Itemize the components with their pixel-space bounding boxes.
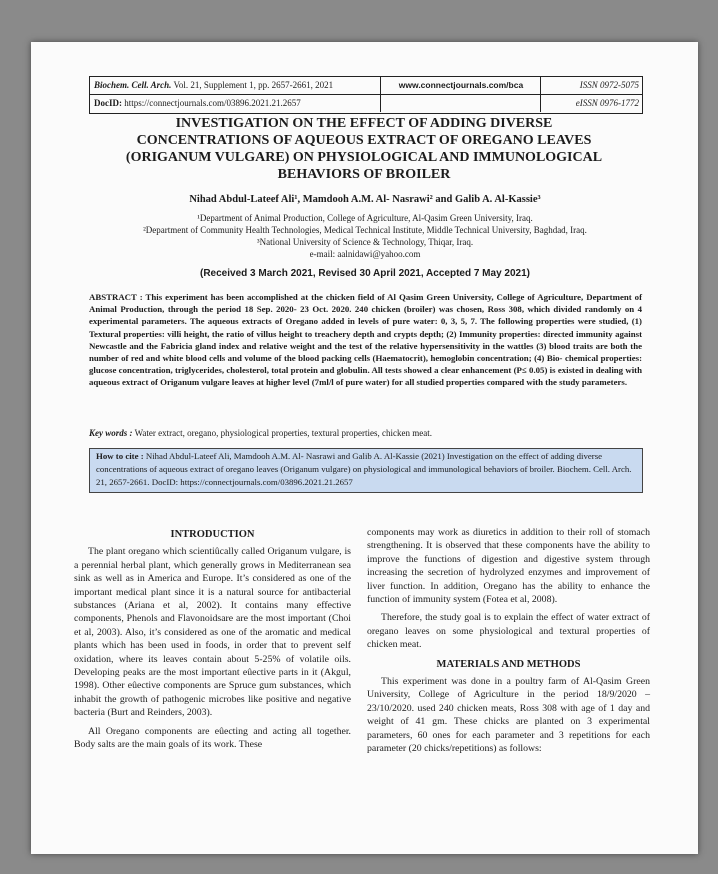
title-line-4: BEHAVIORS OF BROILER: [277, 167, 451, 182]
author-list: Nihad Abdul-Lateef Ali¹, Mamdooh A.M. Al- Nasrawi² and Galib A. Al-Kassie³: [189, 194, 541, 205]
header-row-bottom: [90, 95, 642, 112]
right-paragraph-2: Therefore, the study goal is to explain the effect of water extract of oregano leaves on some physiological and textural properties of chicken meat.: [367, 612, 650, 651]
journal-citation: [94, 77, 333, 94]
left-column: [74, 528, 351, 752]
affiliation-1: ¹Department of Animal Production, College of Agriculture, Al-Qasim Green University, Iraq.: [197, 213, 533, 223]
journal-website[interactable]: www.connectjournals.com/bca: [380, 77, 541, 94]
header-row-top: [90, 77, 642, 95]
header-divider: [380, 95, 381, 112]
affiliation-2: ²Department of Community Health Technologies, Medical Technical Institute, Middle Technical University, Baghdad, Iraq.: [143, 225, 587, 235]
methods-heading: MATERIALS AND METHODS: [436, 658, 581, 670]
title-line-1: INVESTIGATION ON THE EFFECT OF ADDING DIVERSE: [175, 116, 553, 131]
keywords: [89, 428, 642, 438]
intro-paragraph-1: The plant oregano which scientiûcally called Origanum vulgare, is a perennial herbal plant, which generally grows in Mediterranean sea sink as well as in America and Europe. It’s considered as one of the important medical plant since it is a natural source for antibacterial substances (Ariana et al, 2002). It contains many effective components, Phenols and Flavonoidsare are the most important (Choi et al, 2003). Also, it’s considered as one of the aromatic and medical plants which has been used in foods, in order that to prevent self oxidation, where its leaves contain about 5-25% of volatile oils. Developing peaks are the most important eûective parts in it (Akgul, 1998). Other eûective components are Spruce gum substances, which inhabit the growth of pathogenic microbes like positive and negative bacteria (Burt and Reinders, 2003).: [74, 546, 351, 719]
title-line-2: CONCENTRATIONS OF AQUEOUS EXTRACT OF OREGANO LEAVES: [136, 133, 592, 148]
journal-header-box: [89, 76, 643, 114]
journal-name: Biochem. Cell. Arch.: [94, 80, 172, 90]
right-paragraph-1: components may work as diuretics in addition to their roll of stomach strengthening. It is observed that these components have the ability to improve the functions of digestion and digestive system through increasing the secretion of hydrolyzed enzymes and improvement of liver function. In addition, Oregano has the ability to enhance the function of immunity system (Fotea et al, 2008).: [367, 527, 650, 606]
journal-eissn: eISSN 0976-1772: [540, 95, 643, 112]
right-column: [367, 526, 650, 756]
affiliations: [71, 212, 659, 260]
how-to-cite-box: [89, 448, 643, 493]
title-line-3: (ORIGANUM VULGARE) ON PHYSIOLOGICAL AND IMMUNOLOGICAL: [125, 150, 603, 165]
paper-page: [31, 42, 698, 854]
doi-label: DocID:: [94, 98, 122, 108]
methods-paragraph-1: This experiment was done in a poultry farm of Al-Qasim Green University, College of Agriculture in the period 18/9/2020 – 23/10/2020. used 240 chicken meats, Ross 308 with age of 1 day and weight of 41 gm. These chicks are planted on 3 experimental parameters, 60 ones for each parameter and 3 repetitions for each parameter (20 chicks/repetitions) as follows:: [367, 676, 650, 755]
keywords-label: Key words :: [89, 428, 133, 438]
journal-volume: Vol. 21, Supplement 1, pp. 2657-2661, 2021: [173, 80, 334, 90]
doi-link[interactable]: https://connectjournals.com/03896.2021.21.2657: [124, 98, 301, 108]
doi-line: [94, 95, 301, 112]
cite-text: Nihad Abdul-Lateef Ali, Mamdooh A.M. Al- Nasrawi and Galib A. Al-Kassie (2021) Investigation on the effect of adding diverse concentrations of aqueous extract of oregano leaves (Origanum vulgare) on physiological and immunological behaviors of broiler. Biochem. Cell. Arch. 21, 2657-2661. DocID: https://connectjournals.com/03896.2021.21.2657: [96, 451, 632, 487]
abstract-text: ABSTRACT : This experiment has been accomplished at the chicken field of Al Qasim Green University, College of Agriculture, Department of Animal Production, through the period 18 Sep. 2020- 23 Oct. 2020. 240 chicken (broiler) was chosen, Ross 308, which divided randomly on 4 experimental parameters. The aqueous extracts of Oregano added in levels of pure water: 0, 3, 5, 7. The following properties were studied, (1) Textural properties: villi height, the ratio of villus height to treachery depth and crypts depth; (2) Immunity properties: directed immunity against Newcastle and the Fabricia gland index and relative weight and the test of the relative hypersensitivity in the wattles (3) blood traits are both the number of red and white blood cells and volume of the blood packing cells (Haematocrit), hemoglobin concentration; (4) Bio- chemical properties: glucose concentration, triglycerides, cholesterol, total protein and globulin. All tests showed a clear enhancement (P≤ 0.05) is existed in dealing with aqueous extract of Origanum vulgare leaves at higher level (7ml/l of pure water) for all studied properties compared with the study parameters.: [89, 292, 642, 388]
intro-paragraph-2: All Oregano components are eûecting and acting all together. Body salts are the main goals of its work. These: [74, 725, 351, 751]
introduction-heading: INTRODUCTION: [170, 529, 255, 540]
journal-issn: ISSN 0972-5075: [540, 77, 643, 94]
cite-label: How to cite :: [96, 451, 144, 461]
author-email[interactable]: e-mail: aalnidawi@yahoo.com: [309, 249, 421, 259]
received-dates: (Received 3 March 2021, Revised 30 April 2021, Accepted 7 May 2021): [200, 268, 530, 279]
keywords-text: Water extract, oregano, physiological properties, textural properties, chicken meat.: [134, 428, 433, 438]
paper-title: [81, 115, 647, 183]
affiliation-3: ³National University of Science & Technology, Thiqar, Iraq.: [256, 237, 474, 247]
